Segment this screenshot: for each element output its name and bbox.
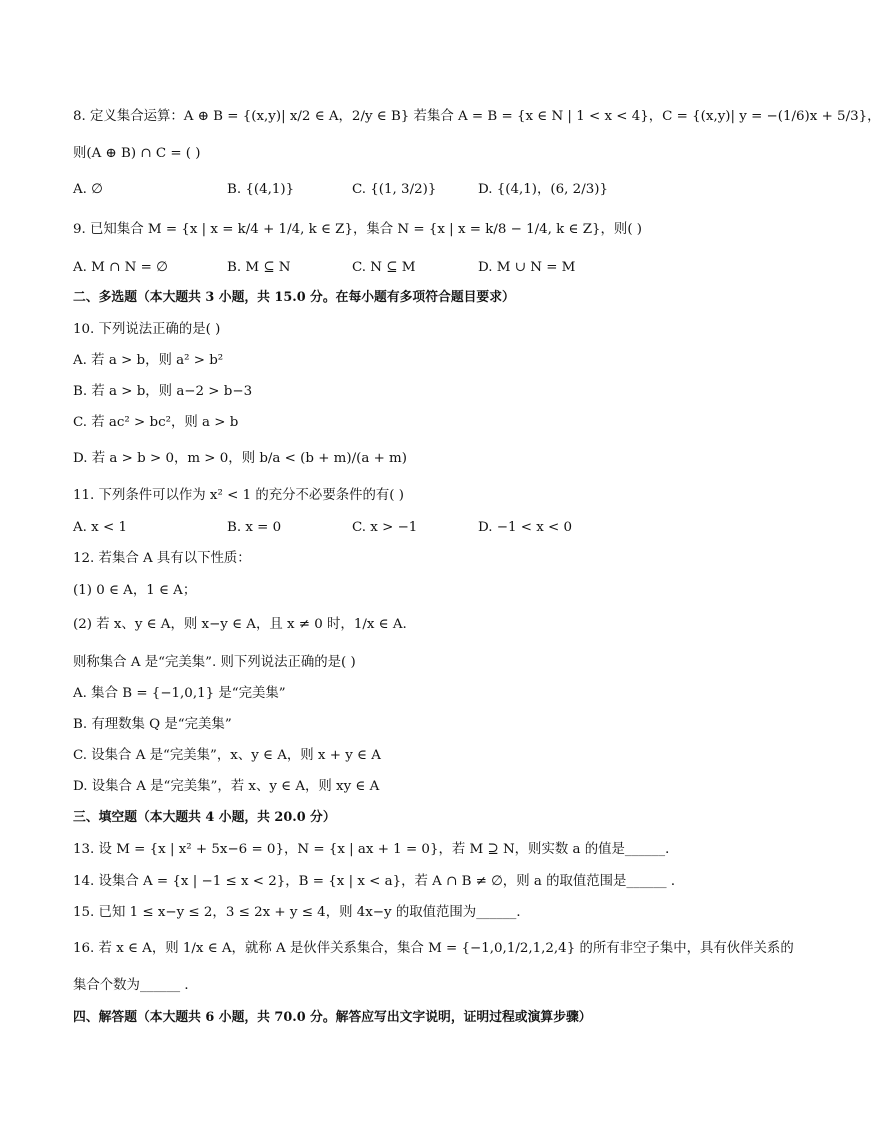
q8-option-c: C. {(1, 3/2)}: [352, 182, 437, 197]
q12-option-a: A. 集合 B = {−1,0,1} 是“完美集”: [73, 686, 286, 701]
q11-options: [73, 518, 754, 538]
q11-option-c: C. x > −1: [352, 520, 418, 535]
q16-stem: 16. 若 x ∈ A，则 1/x ∈ A，就称 A 是伙伴关系集合，集合 M = {−1,0,1/2,1,2,4} 的所有非空子集中，具有伙伴关系的: [73, 941, 794, 956]
q9-option-a: A. M ∩ N = ∅: [73, 260, 168, 275]
q14-stem: 14. 设集合 A = {x | −1 ≤ x < 2}，B = {x | x < a}，若 A ∩ B ≠ ∅，则 a 的取值范围是______ ．: [73, 874, 685, 889]
section-multiple-choice-heading: 二、多选题（本大题共 3 小题，共 15.0 分。在每小题有多项符合题目要求）: [73, 290, 515, 305]
q12-question: 则称集合 A 是“完美集”. 则下列说法正确的是( ): [73, 655, 356, 670]
q9-options: [73, 258, 754, 278]
q8-option-d: D. {(4,1)，(6, 2/3)}: [478, 182, 608, 197]
section-solution-heading: 四、解答题（本大题共 6 小题，共 70.0 分。解答应写出文字说明，证明过程或演算步骤）: [73, 1010, 592, 1025]
q10-option-a: A. 若 a > b，则 a² > b²: [73, 353, 224, 368]
q8-option-b: B. {(4,1)}: [227, 182, 295, 197]
q13-stem: 13. 设 M = {x | x² + 5x−6 = 0}，N = {x | ax + 1 = 0}，若 M ⊇ N，则实数 a 的值是______．: [73, 842, 679, 857]
q8-option-a: A. ∅: [73, 182, 103, 197]
q16-stem-cont: 集合个数为______ ．: [73, 978, 198, 993]
q12-option-d: D. 设集合 A 是“完美集”，若 x、y ∈ A，则 xy ∈ A: [73, 779, 380, 794]
q11-option-a: A. x < 1: [73, 520, 127, 535]
q9-stem: 9. 已知集合 M = {x | x = k/4 + 1/4, k ∈ Z}，集合 N = {x | x = k/8 − 1/4, k ∈ Z}，则( ): [73, 222, 643, 237]
q8-options: [73, 180, 754, 200]
section-fill-in-heading: 三、填空题（本大题共 4 小题，共 20.0 分）: [73, 810, 336, 825]
q9-option-b: B. M ⊆ N: [227, 260, 291, 275]
q9-option-c: C. N ⊆ M: [352, 260, 416, 275]
q9-option-d: D. M ∪ N = M: [478, 260, 576, 275]
q15-stem: 15. 已知 1 ≤ x−y ≤ 2，3 ≤ 2x + y ≤ 4，则 4x−y 的取值范围为______．: [73, 905, 530, 920]
q11-option-d: D. −1 < x < 0: [478, 520, 573, 535]
q11-option-b: B. x = 0: [227, 520, 282, 535]
q10-option-c: C. 若 ac² > bc²，则 a > b: [73, 415, 239, 430]
q12-option-c: C. 设集合 A 是“完美集”，x、y ∈ A，则 x + y ∈ A: [73, 748, 381, 763]
q10-option-b: B. 若 a > b，则 a−2 > b−3: [73, 384, 253, 399]
q12-property-2: (2) 若 x、y ∈ A，则 x−y ∈ A，且 x ≠ 0 时，1/x ∈ A.: [73, 617, 407, 632]
q8-stem-cont: 则(A ⊕ B) ∩ C = ( ): [73, 146, 201, 161]
q10-stem: 10. 下列说法正确的是( ): [73, 322, 221, 337]
q12-stem: 12. 若集合 A 具有以下性质：: [73, 551, 251, 566]
q12-option-b: B. 有理数集 Q 是“完美集”: [73, 717, 232, 732]
q10-option-d: D. 若 a > b > 0，m > 0，则 b/a < (b + m)/(a + m): [73, 451, 407, 466]
q12-property-1: (1) 0 ∈ A，1 ∈ A；: [73, 583, 197, 598]
q8-stem: 8. 定义集合运算：A ⊕ B = {(x,y)| x/2 ∈ A，2/y ∈ B} 若集合 A = B = {x ∈ N | 1 < x < 4}，C = {(x,y)| y = −(1/6)x + 5/3}，: [73, 109, 881, 124]
q11-stem: 11. 下列条件可以作为 x² < 1 的充分不必要条件的有( ): [73, 488, 404, 503]
